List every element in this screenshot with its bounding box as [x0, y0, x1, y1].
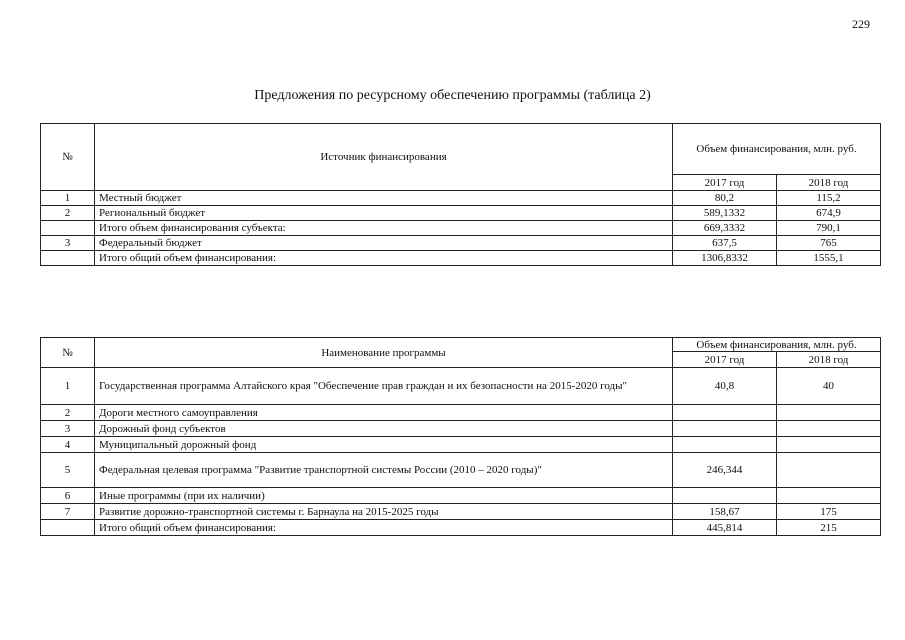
value-2017 — [673, 437, 777, 453]
value-2018: 765 — [777, 236, 881, 251]
row-number: 6 — [41, 488, 95, 504]
header-year-2017: 2017 год — [673, 352, 777, 368]
row-number — [41, 221, 95, 236]
row-number: 4 — [41, 437, 95, 453]
value-2018 — [777, 421, 881, 437]
value-2018 — [777, 453, 881, 488]
table-row — [41, 504, 881, 520]
page-number: 229 — [852, 17, 870, 31]
table-row — [41, 236, 881, 251]
value-2018 — [777, 437, 881, 453]
value-2018: 115,2 — [777, 191, 881, 206]
value-2017: 637,5 — [673, 236, 777, 251]
value-2018: 1555,1 — [777, 251, 881, 266]
row-number: 2 — [41, 206, 95, 221]
row-source: Федеральный бюджет — [95, 236, 673, 251]
value-2017: 669,3332 — [673, 221, 777, 236]
row-program: Итого общий объем финансирования: — [95, 520, 673, 536]
row-source: Итого объем финансирования субъекта: — [95, 221, 673, 236]
table-row — [41, 453, 881, 488]
value-2017: 445,814 — [673, 520, 777, 536]
table-row — [41, 405, 881, 421]
value-2018 — [777, 488, 881, 504]
programs-table — [40, 337, 881, 536]
row-program: Развитие дорожно-транспортной системы г. Барнаула на 2015-2025 годы — [95, 504, 673, 520]
row-number: 5 — [41, 453, 95, 488]
row-number: 3 — [41, 421, 95, 437]
value-2018: 790,1 — [777, 221, 881, 236]
header-year-2017: 2017 год — [673, 175, 777, 191]
header-volume: Объем финансирования, млн. руб. — [673, 124, 881, 175]
value-2017: 1306,8332 — [673, 251, 777, 266]
funding-sources-table — [40, 123, 881, 266]
value-2018 — [777, 405, 881, 421]
table-row — [41, 206, 881, 221]
header-number: № — [41, 338, 95, 368]
row-program: Государственная программа Алтайского края "Обеспечение прав граждан и их безопасности на 2015-2020 годы" — [95, 368, 673, 405]
table-row — [41, 221, 881, 236]
document-title: Предложения по ресурсному обеспечению программы (таблица 2) — [254, 88, 651, 103]
value-2018: 175 — [777, 504, 881, 520]
row-program: Иные программы (при их наличии) — [95, 488, 673, 504]
row-number: 2 — [41, 405, 95, 421]
table-row — [41, 368, 881, 405]
header-year-2018: 2018 год — [777, 352, 881, 368]
value-2017: 589,1332 — [673, 206, 777, 221]
row-program: Федеральная целевая программа "Развитие транспортной системы России (2010 – 2020 годы)" — [95, 453, 673, 488]
row-number: 1 — [41, 191, 95, 206]
header-volume: Объем финансирования, млн. руб. — [673, 338, 881, 352]
row-number — [41, 520, 95, 536]
value-2017 — [673, 488, 777, 504]
header-year-2018: 2018 год — [777, 175, 881, 191]
header-number: № — [41, 124, 95, 191]
row-program: Дороги местного самоуправления — [95, 405, 673, 421]
header-program: Наименование программы — [95, 338, 673, 368]
row-number: 3 — [41, 236, 95, 251]
row-number — [41, 251, 95, 266]
table-row — [41, 488, 881, 504]
row-program: Муниципальный дорожный фонд — [95, 437, 673, 453]
table-row — [41, 520, 881, 536]
value-2017: 246,344 — [673, 453, 777, 488]
row-number: 7 — [41, 504, 95, 520]
value-2017: 40,8 — [673, 368, 777, 405]
value-2017: 158,67 — [673, 504, 777, 520]
row-program: Дорожный фонд субъектов — [95, 421, 673, 437]
value-2017: 80,2 — [673, 191, 777, 206]
row-number: 1 — [41, 368, 95, 405]
row-source: Региональный бюджет — [95, 206, 673, 221]
table-row — [41, 251, 881, 266]
table-row — [41, 421, 881, 437]
header-source: Источник финансирования — [95, 124, 673, 191]
value-2018: 40 — [777, 368, 881, 405]
row-source: Итого общий объем финансирования: — [95, 251, 673, 266]
value-2017 — [673, 405, 777, 421]
value-2018: 215 — [777, 520, 881, 536]
table-row — [41, 437, 881, 453]
table-row — [41, 191, 881, 206]
row-source: Местный бюджет — [95, 191, 673, 206]
value-2017 — [673, 421, 777, 437]
value-2018: 674,9 — [777, 206, 881, 221]
